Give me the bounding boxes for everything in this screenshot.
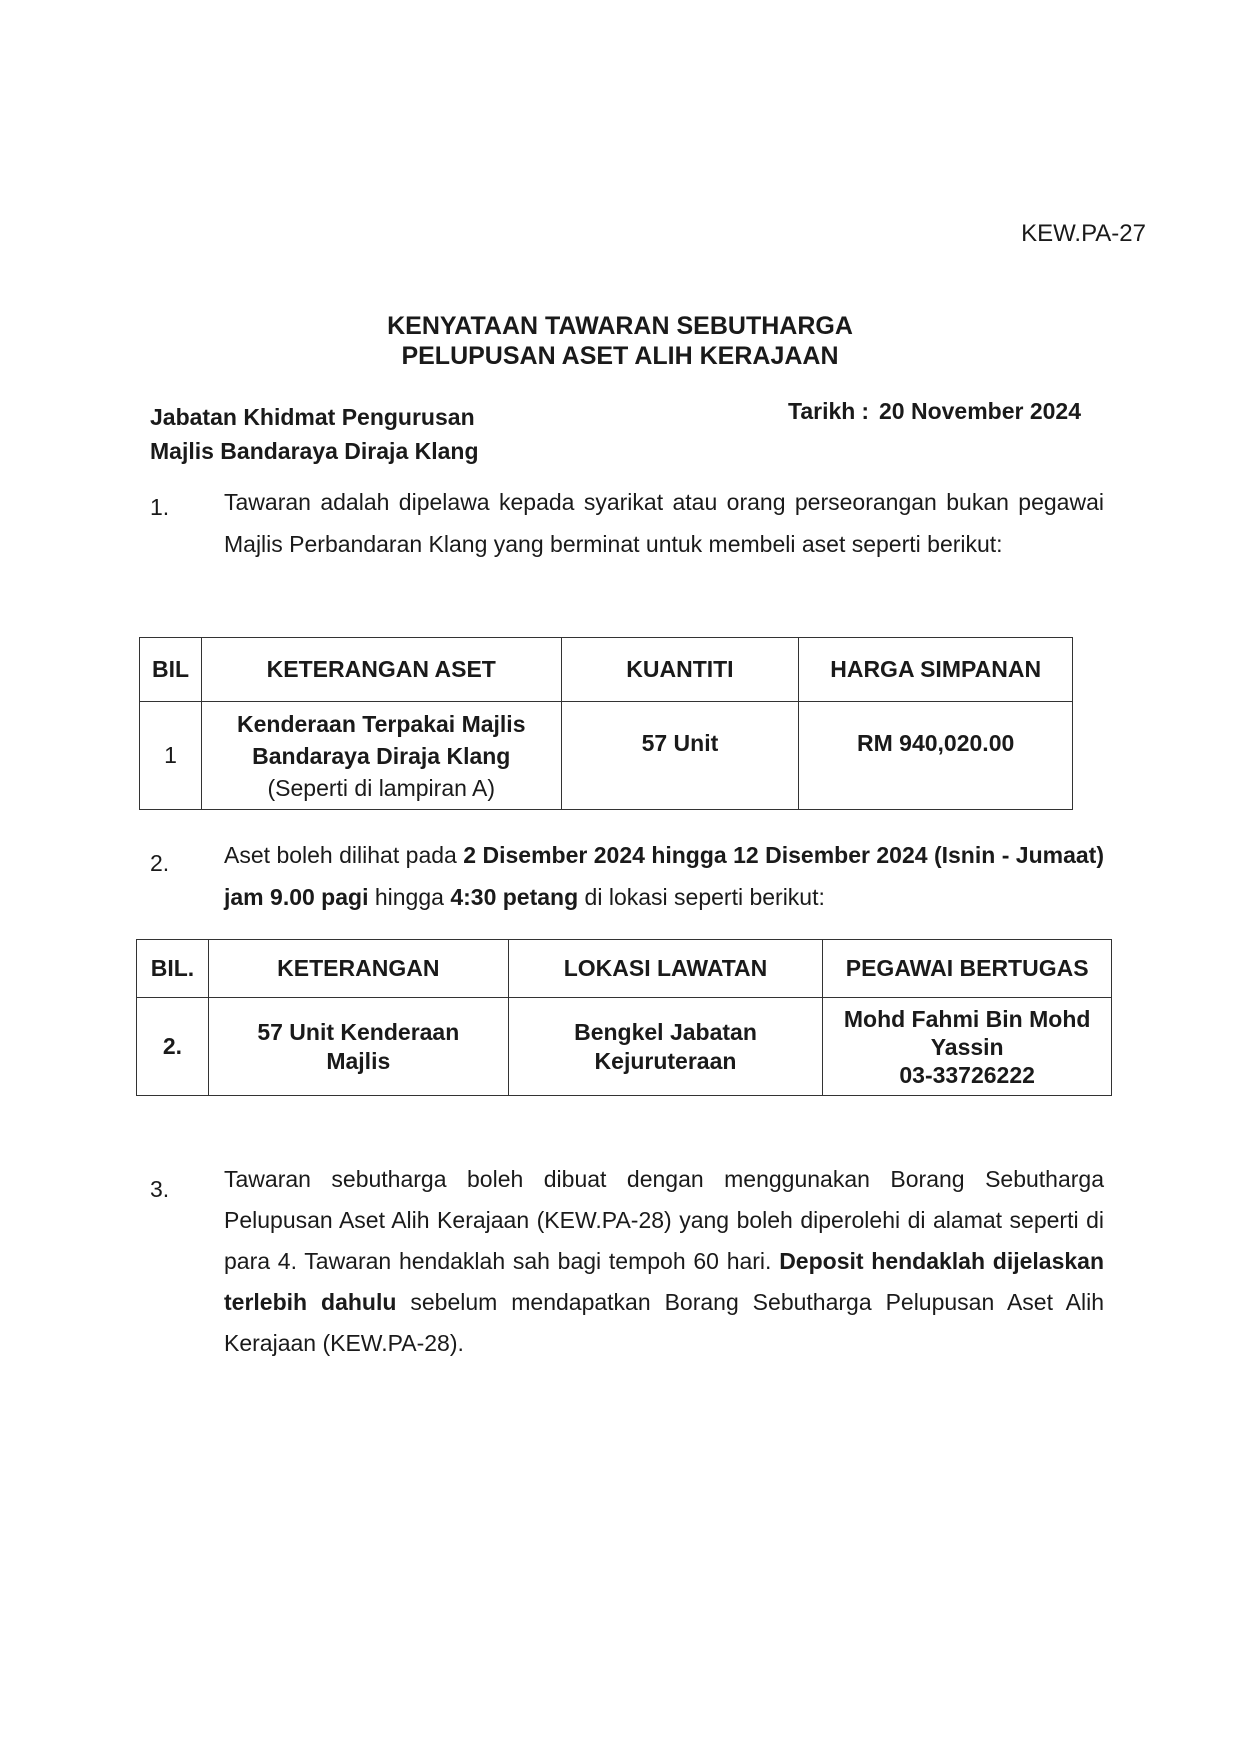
- asset-desc-line1: Kenderaan Terpakai Majlis: [237, 710, 526, 737]
- asset-desc-note: (Seperti di lampiran A): [267, 774, 496, 801]
- para3-text: [224, 1159, 1104, 1364]
- inspection-table: [136, 939, 1112, 1096]
- para2-text: [224, 834, 1104, 918]
- table-row: [140, 702, 1073, 810]
- asset-table-header-quantity: KUANTITI: [561, 638, 799, 702]
- asset-desc-line2: Bandaraya Diraja Klang: [252, 742, 511, 769]
- asset-row-reserve-price: RM 940,020.00: [799, 702, 1073, 810]
- asset-table-header-reserve-price: HARGA SIMPANAN: [799, 638, 1073, 702]
- inspection-location-line1: Bengkel Jabatan: [574, 1018, 757, 1045]
- para2-dates: 2 Disember 2024 hingga 12 Disember 2024 (Isnin - Jumaat) jam 9.00 pagi: [224, 842, 1104, 910]
- inspection-desc-line1: 57 Unit Kenderaan: [257, 1018, 460, 1045]
- para2-text-2: hingga: [368, 884, 451, 910]
- document-title-line2: PELUPUSAN ASET ALIH KERAJAAN: [401, 342, 839, 370]
- date-separator: :: [861, 398, 869, 424]
- para2-number: 2.: [150, 850, 170, 876]
- document-title-line1: KENYATAAN TAWARAN SEBUTHARGA: [387, 312, 853, 340]
- department-name: Jabatan Khidmat Pengurusan: [150, 404, 475, 430]
- inspection-desc-line2: Majlis: [326, 1047, 391, 1074]
- form-code: KEW.PA-27: [1021, 220, 1146, 247]
- inspection-table-header-officer: PEGAWAI BERTUGAS: [823, 940, 1112, 998]
- date-label: Tarikh: [788, 398, 856, 424]
- asset-table-header-bil: BIL: [140, 638, 202, 702]
- asset-row-description: [201, 702, 561, 810]
- para2-text-3: di lokasi seperti berikut:: [578, 884, 825, 910]
- para3-number: 3.: [150, 1176, 170, 1202]
- para2-end-time: 4:30 petang: [450, 884, 579, 910]
- inspection-table-header-location: LOKASI LAWATAN: [508, 940, 823, 998]
- inspection-table-header-description: KETERANGAN: [208, 940, 508, 998]
- date-value: 20 November 2024: [879, 398, 1082, 424]
- asset-table-header-description: KETERANGAN ASET: [201, 638, 561, 702]
- officer-name-line2: Yassin: [930, 1033, 1004, 1060]
- para3-text-1: Tawaran sebutharga boleh dibuat dengan menggunakan Borang Sebutharga Pelupusan Aset Alih Kerajaan (KEW.PA-28) yang boleh diperolehi di alamat seperti di para 4. Tawaran hendaklah sah bagi tempoh 60 hari.: [224, 1166, 1104, 1274]
- date-block: [788, 398, 1081, 425]
- para3-text-2: sebelum mendapatkan Borang Sebutharga Pelupusan Aset Alih Kerajaan (KEW.PA-28).: [224, 1289, 1104, 1356]
- asset-table-header-row: [140, 638, 1073, 702]
- inspection-row-location: [508, 998, 823, 1096]
- inspection-row-officer: [823, 998, 1112, 1096]
- para3-deposit-note: Deposit hendaklah dijelaskan terlebih dahulu: [224, 1248, 1104, 1315]
- inspection-row-description: [208, 998, 508, 1096]
- asset-table: [139, 637, 1073, 810]
- inspection-row-bil: 2.: [137, 998, 209, 1096]
- para2-text-1: Aset boleh dilihat pada: [224, 842, 464, 868]
- officer-phone: 03-33726222: [899, 1061, 1035, 1088]
- asset-row-bil: 1: [140, 702, 202, 810]
- table-row: [137, 998, 1112, 1096]
- council-name: Majlis Bandaraya Diraja Klang: [150, 438, 479, 464]
- inspection-table-header-bil: BIL.: [137, 940, 209, 998]
- para1-number: 1.: [150, 494, 170, 520]
- inspection-table-header-row: [137, 940, 1112, 998]
- department-block: [150, 400, 479, 468]
- officer-name-line1: Mohd Fahmi Bin Mohd: [843, 1005, 1091, 1032]
- inspection-location-line2: Kejuruteraan: [594, 1047, 737, 1074]
- para1-text: Tawaran adalah dipelawa kepada syarikat atau orang perseorangan bukan pegawai Majlis Perbandaran Klang yang berminat untuk membeli aset seperti berikut:: [224, 489, 1104, 557]
- asset-row-quantity: 57 Unit: [561, 702, 799, 810]
